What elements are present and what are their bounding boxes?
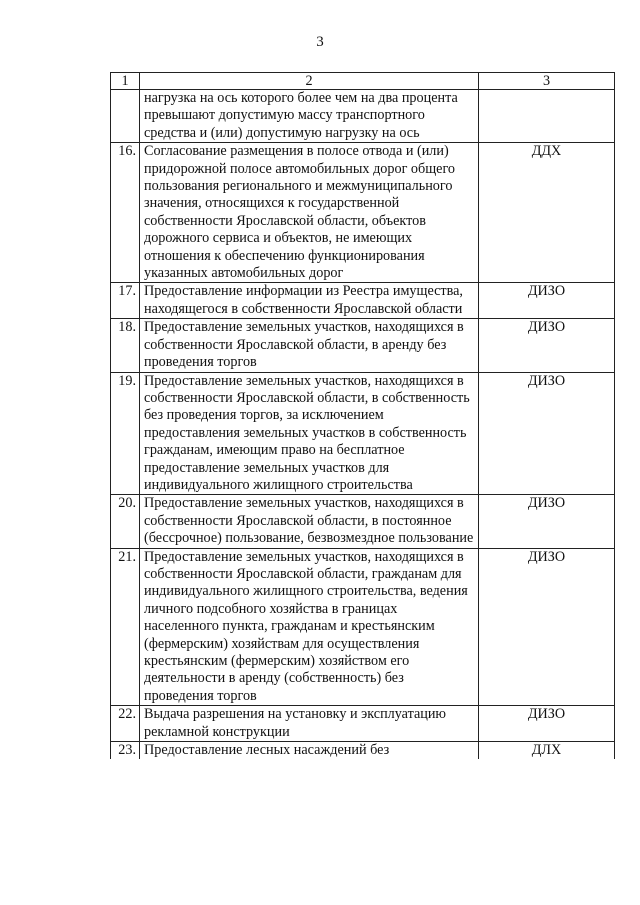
table-row <box>111 706 615 742</box>
row-number: 19. <box>111 372 140 495</box>
responsible-agency: ДИЗО <box>479 372 615 495</box>
table-row <box>111 90 615 143</box>
responsible-agency: ДИЗО <box>479 319 615 372</box>
table-row <box>111 143 615 283</box>
services-table <box>110 72 615 759</box>
service-description: Предоставление земельных участков, находящихся в собственности Ярославской области, гражданам для индивидуального жилищного строительства, ведения личного подсобного хозяйства в границах населенного пункта, гражданам и крестьянским (фермерским) хозяйствам для осуществления крестьянским (фермерским) хозяйством его деятельности в аренду (собственность) без проведения торгов <box>140 548 479 706</box>
responsible-agency: ДИЗО <box>479 495 615 548</box>
row-number: 16. <box>111 143 140 283</box>
table-row <box>111 495 615 548</box>
service-description: Выдача разрешения на установку и эксплуатацию рекламной конструкции <box>140 706 479 742</box>
table-row <box>111 319 615 372</box>
responsible-agency <box>479 90 615 143</box>
page-number: 3 <box>316 34 324 50</box>
row-number: 18. <box>111 319 140 372</box>
responsible-agency: ДИЗО <box>479 706 615 742</box>
row-number: 17. <box>111 283 140 319</box>
responsible-agency: ДИЗО <box>479 548 615 706</box>
service-description: Предоставление информации из Реестра имущества, находящегося в собственности Ярославской области <box>140 283 479 319</box>
row-number: 21. <box>111 548 140 706</box>
table-row <box>111 742 615 760</box>
table-header-row <box>111 73 615 90</box>
responsible-agency: ДДХ <box>479 143 615 283</box>
responsible-agency: ДЛХ <box>479 742 615 760</box>
row-number: 23. <box>111 742 140 760</box>
row-number: 22. <box>111 706 140 742</box>
service-description: нагрузка на ось которого более чем на два процента превышают допустимую массу транспортного средства и (или) допустимую нагрузку на ось <box>140 90 479 143</box>
service-description: Согласование размещения в полосе отвода и (или) придорожной полосе автомобильных дорог общего пользования регионального и межмуниципального значения, относящихся к государственной собственности Ярославской области, объектов дорожного сервиса и объектов, не имеющих отношения к обеспечению функционирования указанных автомобильных дорог <box>140 143 479 283</box>
table-row <box>111 283 615 319</box>
table-row <box>111 372 615 495</box>
service-description: Предоставление земельных участков, находящихся в собственности Ярославской области, в аренду без проведения торгов <box>140 319 479 372</box>
row-number: 20. <box>111 495 140 548</box>
row-number <box>111 90 140 143</box>
service-description: Предоставление земельных участков, находящихся в собственности Ярославской области, в собственность без проведения торгов, за исключением предоставления земельных участков в собственность гражданам, имеющим право на бесплатное предоставление земельных участков для индивидуального жилищного строительства <box>140 372 479 495</box>
service-description: Предоставление земельных участков, находящихся в собственности Ярославской области, в постоянное (бессрочное) пользование, безвозмездное пользование <box>140 495 479 548</box>
table-row <box>111 548 615 706</box>
responsible-agency: ДИЗО <box>479 283 615 319</box>
service-description: Предоставление лесных насаждений без <box>140 742 479 760</box>
column-header-3: 3 <box>479 73 615 90</box>
column-header-2: 2 <box>140 73 479 90</box>
column-header-1: 1 <box>111 73 140 90</box>
